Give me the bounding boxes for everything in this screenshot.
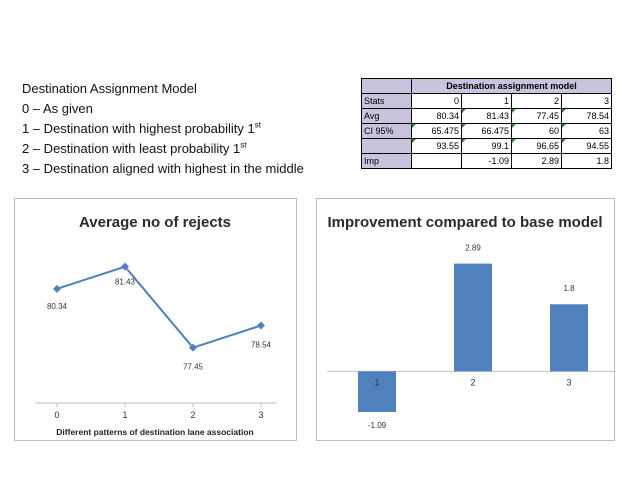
line-chart-marks [47, 263, 272, 420]
table-cell: 93.55 [412, 139, 462, 154]
table-row [362, 154, 612, 169]
table-cell [412, 154, 462, 169]
table-header: Destination assignment model [412, 79, 612, 94]
table-row-label: Stats [362, 94, 412, 109]
table-cell: 80.34 [412, 109, 462, 124]
x-tick-label: 3 [258, 410, 264, 420]
data-label: 80.34 [46, 301, 68, 311]
table-cell: 2.89 [512, 154, 562, 169]
table-row-label: Avg [362, 109, 412, 124]
table-row-label: CI 95% [362, 124, 412, 139]
legend-title: Destination Assignment Model [22, 81, 197, 96]
line-series [57, 267, 261, 348]
legend-item-0: 0 – As given [22, 101, 93, 116]
legend-block [22, 79, 362, 179]
x-tick-label: 1 [374, 377, 380, 388]
table-cell: 60 [512, 124, 562, 139]
table-cell: 81.43 [462, 109, 512, 124]
table-row [362, 124, 612, 139]
x-tick-label: 0 [54, 410, 60, 420]
data-label: 2.89 [465, 243, 481, 253]
line-chart-x-label: Different patterns of destination lane association [56, 427, 254, 437]
line-chart [15, 199, 296, 440]
table-cell: -1.09 [462, 154, 512, 169]
bar [550, 304, 588, 371]
legend-item-1-sup: st [254, 120, 261, 130]
bar-chart [317, 199, 614, 440]
bar [454, 264, 492, 372]
table-cell: 3 [562, 94, 612, 109]
data-label: 81.43 [114, 277, 136, 287]
table-corner-cell [362, 79, 412, 94]
stats-table [361, 78, 612, 169]
bar-chart-panel [316, 198, 615, 441]
x-tick-label: 2 [470, 377, 476, 388]
line-point [257, 321, 265, 329]
table-row-label [362, 139, 412, 154]
table-cell: 1 [462, 94, 512, 109]
line-chart-title: Average no of rejects [79, 214, 231, 231]
table-header-row [362, 79, 612, 94]
x-tick-label: 3 [566, 377, 572, 388]
x-tick-label: 2 [190, 410, 196, 420]
legend-item-3: 3 – Destination aligned with highest in the middle [22, 161, 304, 176]
table-cell: 77.45 [512, 109, 562, 124]
table-cell: 99.1 [462, 139, 512, 154]
table-cell: 0 [412, 94, 462, 109]
bar-chart-title: Improvement compared to base model [327, 214, 603, 231]
table-cell: 66.475 [462, 124, 512, 139]
table-cell: 1.8 [562, 154, 612, 169]
table-cell: 63 [562, 124, 612, 139]
table-row [362, 139, 612, 154]
table-cell: 78.54 [562, 109, 612, 124]
legend-item-2-sup: st [240, 140, 247, 150]
data-label: 1.8 [563, 284, 575, 294]
table-row [362, 94, 612, 109]
data-label: 78.54 [250, 340, 272, 350]
bar-chart-marks [327, 244, 614, 430]
line-chart-panel [14, 198, 297, 441]
table-cell: 65.475 [412, 124, 462, 139]
data-label: -1.09 [367, 420, 387, 430]
data-label: 77.45 [182, 362, 204, 372]
table-cell: 96.65 [512, 139, 562, 154]
line-point [53, 285, 61, 293]
table-cell: 94.55 [562, 139, 612, 154]
legend-item-2: 2 – Destination with least probability 1st [22, 140, 247, 156]
x-tick-label: 1 [122, 410, 128, 420]
table-row [362, 109, 612, 124]
table-row-label: Imp [362, 154, 412, 169]
table-cell: 2 [512, 94, 562, 109]
legend-item-1: 1 – Destination with highest probability 1st [22, 120, 261, 136]
